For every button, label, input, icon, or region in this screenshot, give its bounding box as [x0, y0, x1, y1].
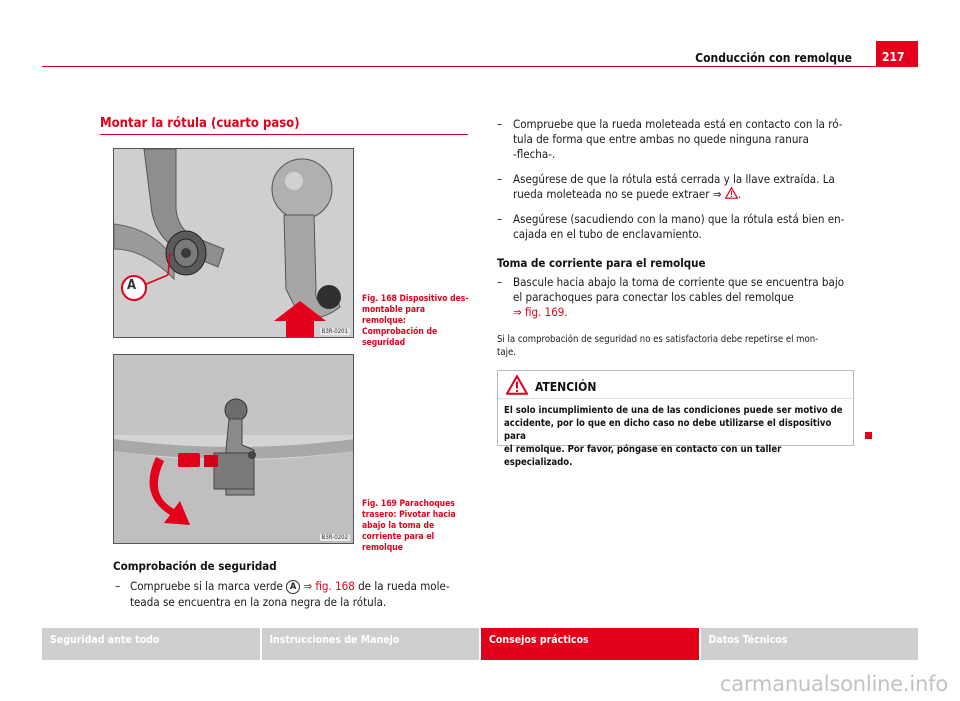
figure-169-code: B3R-0202 — [321, 534, 348, 541]
list-item-text: de la rueda mole- — [358, 579, 450, 593]
fig-169-link[interactable]: ⇒ fig. 169 — [513, 305, 565, 319]
warning-title: ATENCIÓN — [535, 380, 597, 394]
footer-tab-practical-tips[interactable]: Consejos prácticos — [481, 628, 699, 660]
list-item-text: Compruebe si la marca verde — [130, 579, 283, 593]
warning-line: El solo incumplimiento de una de las condiciones puede ser motivo de — [504, 405, 843, 416]
section-title: Montar la rótula (cuarto paso) — [100, 116, 300, 131]
list-item-line: cajada en el tubo de enclavamiento. — [513, 227, 702, 241]
list-item-line: Asegúrese de que la rótula está cerrada y la llave extraída. La — [513, 172, 835, 186]
list-item-line: tula de forma que entre ambas no quede ninguna ranura — [513, 132, 809, 146]
warning-box — [497, 370, 854, 468]
trailer-socket-heading: Toma de corriente para el remolque — [497, 256, 706, 270]
figure-169-image — [113, 354, 354, 544]
footer-tab-operating-instructions[interactable]: Instrucciones de Manejo — [262, 628, 480, 660]
section-end-marker — [865, 432, 872, 439]
list-item-continuation: teada se encuentra en la zona negra de la rótula. — [130, 595, 387, 609]
list-item-line: ⇒ fig. 169. — [513, 305, 568, 319]
warning-header — [498, 371, 853, 399]
list-bullet: – — [497, 212, 503, 226]
fig-168-link[interactable]: ⇒ fig. 168 — [303, 579, 355, 593]
warning-line: accidente, por lo que en dicho caso no debe utilizarse el dispositivo para — [504, 418, 832, 442]
footer-tab-technical-data[interactable]: Datos Técnicos — [701, 628, 919, 660]
header-divider — [42, 66, 918, 67]
warning-triangle-icon[interactable] — [725, 187, 738, 203]
note-line: Si la comprobación de seguridad no es satisfactoria debe repetirse el mon- — [497, 334, 819, 345]
list-bullet: – — [497, 275, 503, 289]
list-bullet: – — [497, 172, 503, 186]
list-item-text: rueda moleteada no se puede extraer ⇒ — [513, 187, 722, 201]
list-bullet: – — [497, 117, 503, 131]
warning-triangle-icon — [506, 375, 528, 399]
warning-text — [504, 404, 848, 469]
list-item — [130, 579, 450, 594]
safety-check-heading: Comprobación de seguridad — [113, 559, 277, 573]
section-title-rule — [100, 134, 468, 135]
footer-nav — [42, 628, 918, 660]
marker-a-badge: A — [286, 580, 300, 594]
figure-168-marker: A — [127, 278, 137, 293]
list-item-line: Compruebe que la rueda moleteada está en contacto con la ró- — [513, 117, 843, 131]
note-line: taje. — [497, 347, 516, 358]
list-item-line: rueda moleteada no se puede extraer ⇒ . — [513, 187, 742, 201]
footer-tab-safety[interactable]: Seguridad ante todo — [42, 628, 260, 660]
watermark: carmanualsonline.info — [719, 672, 948, 696]
figure-168-code: B3R-0201 — [321, 328, 348, 335]
figure-169-caption: Fig. 169 Parachoques trasero: Pivotar hacia abajo la toma de corriente para el remolque — [362, 499, 456, 553]
figure-168-caption: Fig. 168 Dispositivo desmontable para remolque: Comprobación de seguridad — [362, 294, 469, 348]
list-item-line: Bascule hacia abajo la toma de corriente que se encuentra bajo — [513, 275, 845, 289]
page-header-title: Conducción con remolque — [695, 51, 852, 65]
list-bullet: – — [115, 579, 121, 593]
list-item-line: el parachoques para conectar los cables del remolque — [513, 290, 794, 304]
figure-168-image — [113, 148, 354, 338]
page-number: 217 — [876, 41, 918, 67]
list-item-line: Asegúrese (sacudiendo con la mano) que la rótula está bien en- — [513, 212, 845, 226]
list-item-line: -flecha-. — [513, 147, 556, 161]
warning-line: el remolque. Por favor, póngase en contacto con un taller especializado. — [504, 444, 782, 468]
